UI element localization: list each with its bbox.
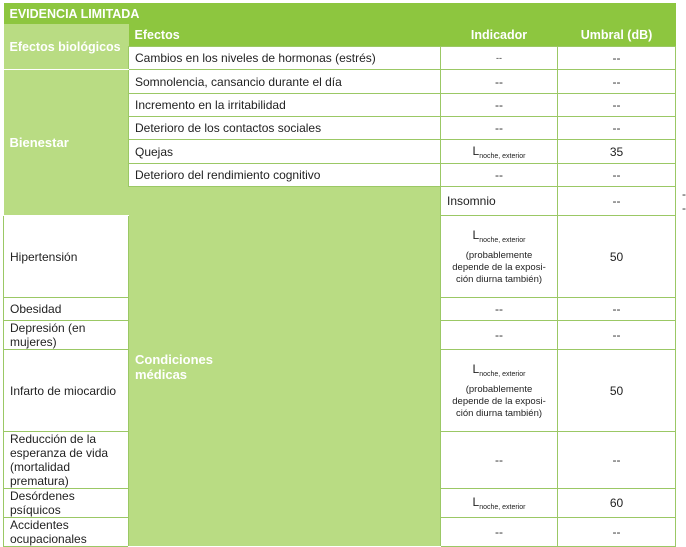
threshold-cell: 35	[558, 140, 676, 164]
category-line-1: Condiciones	[135, 351, 214, 367]
threshold-cell: 50	[558, 216, 676, 298]
effect-cell: Somnolencia, cansancio durante el día	[129, 70, 441, 94]
effect-cell: Depresión (en mujeres)	[4, 321, 129, 350]
threshold-cell: 60	[558, 489, 676, 518]
indicator-note-line-1: (probablemente	[465, 383, 533, 395]
indicator-cell: --	[441, 47, 558, 70]
indicator-cell	[441, 140, 558, 164]
table-row	[4, 70, 676, 94]
effect-cell: Hipertensión	[4, 216, 129, 298]
effect-cell: Accidentes ocupacionales	[4, 518, 129, 547]
indicator-subscript: noche, exterior	[479, 236, 526, 244]
indicator-note-line-1: (probablemente	[465, 249, 533, 261]
indicator-note-line-2: depende de la exposi-	[452, 395, 546, 407]
indicator-cell: --	[441, 432, 558, 489]
indicator-subscript: noche, exterior	[479, 504, 526, 511]
table-title: EVIDENCIA LIMITADA	[4, 3, 676, 24]
indicator-cell	[441, 489, 558, 518]
effect-line-2: prematura)	[10, 474, 69, 488]
threshold-cell: --	[558, 321, 676, 350]
effect-cell: Obesidad	[4, 298, 129, 321]
indicator-note-line-3: ción diurna también)	[455, 407, 543, 419]
category-bienestar: Bienestar	[4, 70, 129, 216]
effects-header: Efectos	[129, 24, 441, 47]
indicator-symbol: L	[472, 227, 480, 242]
threshold-cell: --	[558, 70, 676, 94]
table-header-row	[4, 24, 676, 47]
indicator-cell: --	[441, 117, 558, 140]
threshold-cell: --	[558, 164, 676, 187]
indicator-subscript: noche, exterior	[479, 152, 526, 160]
indicator-cell: --	[441, 298, 558, 321]
indicator-cell: --	[441, 164, 558, 187]
threshold-cell: --	[558, 298, 676, 321]
evidence-table-container	[0, 3, 686, 546]
effect-cell: Insomnio	[441, 187, 558, 216]
effect-cell: Deterioro del rendimiento cognitivo	[129, 164, 441, 187]
effect-cell: Cambios en los niveles de hormonas (estrés)	[129, 47, 441, 70]
indicator-symbol: L	[472, 361, 480, 376]
indicator-cell	[441, 350, 558, 432]
evidence-table	[3, 3, 686, 547]
effect-cell: Desórdenes psíquicos	[4, 489, 129, 518]
category-header: Efectos biológicos	[4, 24, 129, 70]
threshold-header: Umbral (dB)	[558, 24, 676, 47]
effect-cell: Infarto de miocardio	[4, 350, 129, 432]
indicator-cell: --	[441, 70, 558, 94]
indicator-cell	[441, 216, 558, 298]
effect-cell: Quejas	[129, 140, 441, 164]
indicator-cell: --	[558, 187, 676, 216]
indicator-header: Indicador	[441, 24, 558, 47]
effect-line-1: Reducción de la esperanza de vida (mortalidad	[10, 432, 109, 474]
threshold-cell: --	[558, 94, 676, 117]
effect-cell: Incremento en la irritabilidad	[129, 94, 441, 117]
effect-cell: Deterioro de los contactos sociales	[129, 117, 441, 140]
table-title-row	[4, 3, 676, 24]
indicator-cell: --	[441, 321, 558, 350]
threshold-cell: 50	[558, 350, 676, 432]
threshold-cell: --	[558, 47, 676, 70]
indicator-cell: --	[441, 94, 558, 117]
indicator-subscript: noche, exterior	[479, 370, 526, 378]
indicator-symbol: L	[472, 143, 480, 158]
effect-cell	[4, 432, 129, 489]
table-row: Condiciones médicas Insomnio -- --	[4, 187, 676, 216]
indicator-note-line-3: ción diurna también)	[455, 273, 543, 285]
indicator-symbol: L	[472, 495, 480, 509]
threshold-cell: --	[558, 518, 676, 547]
threshold-cell: --	[558, 117, 676, 140]
threshold-cell: --	[558, 432, 676, 489]
indicator-note-line-2: depende de la exposi-	[452, 261, 546, 273]
indicator-cell: --	[441, 518, 558, 547]
category-line-2: médicas	[135, 366, 188, 382]
category-condiciones-medicas	[129, 187, 441, 547]
